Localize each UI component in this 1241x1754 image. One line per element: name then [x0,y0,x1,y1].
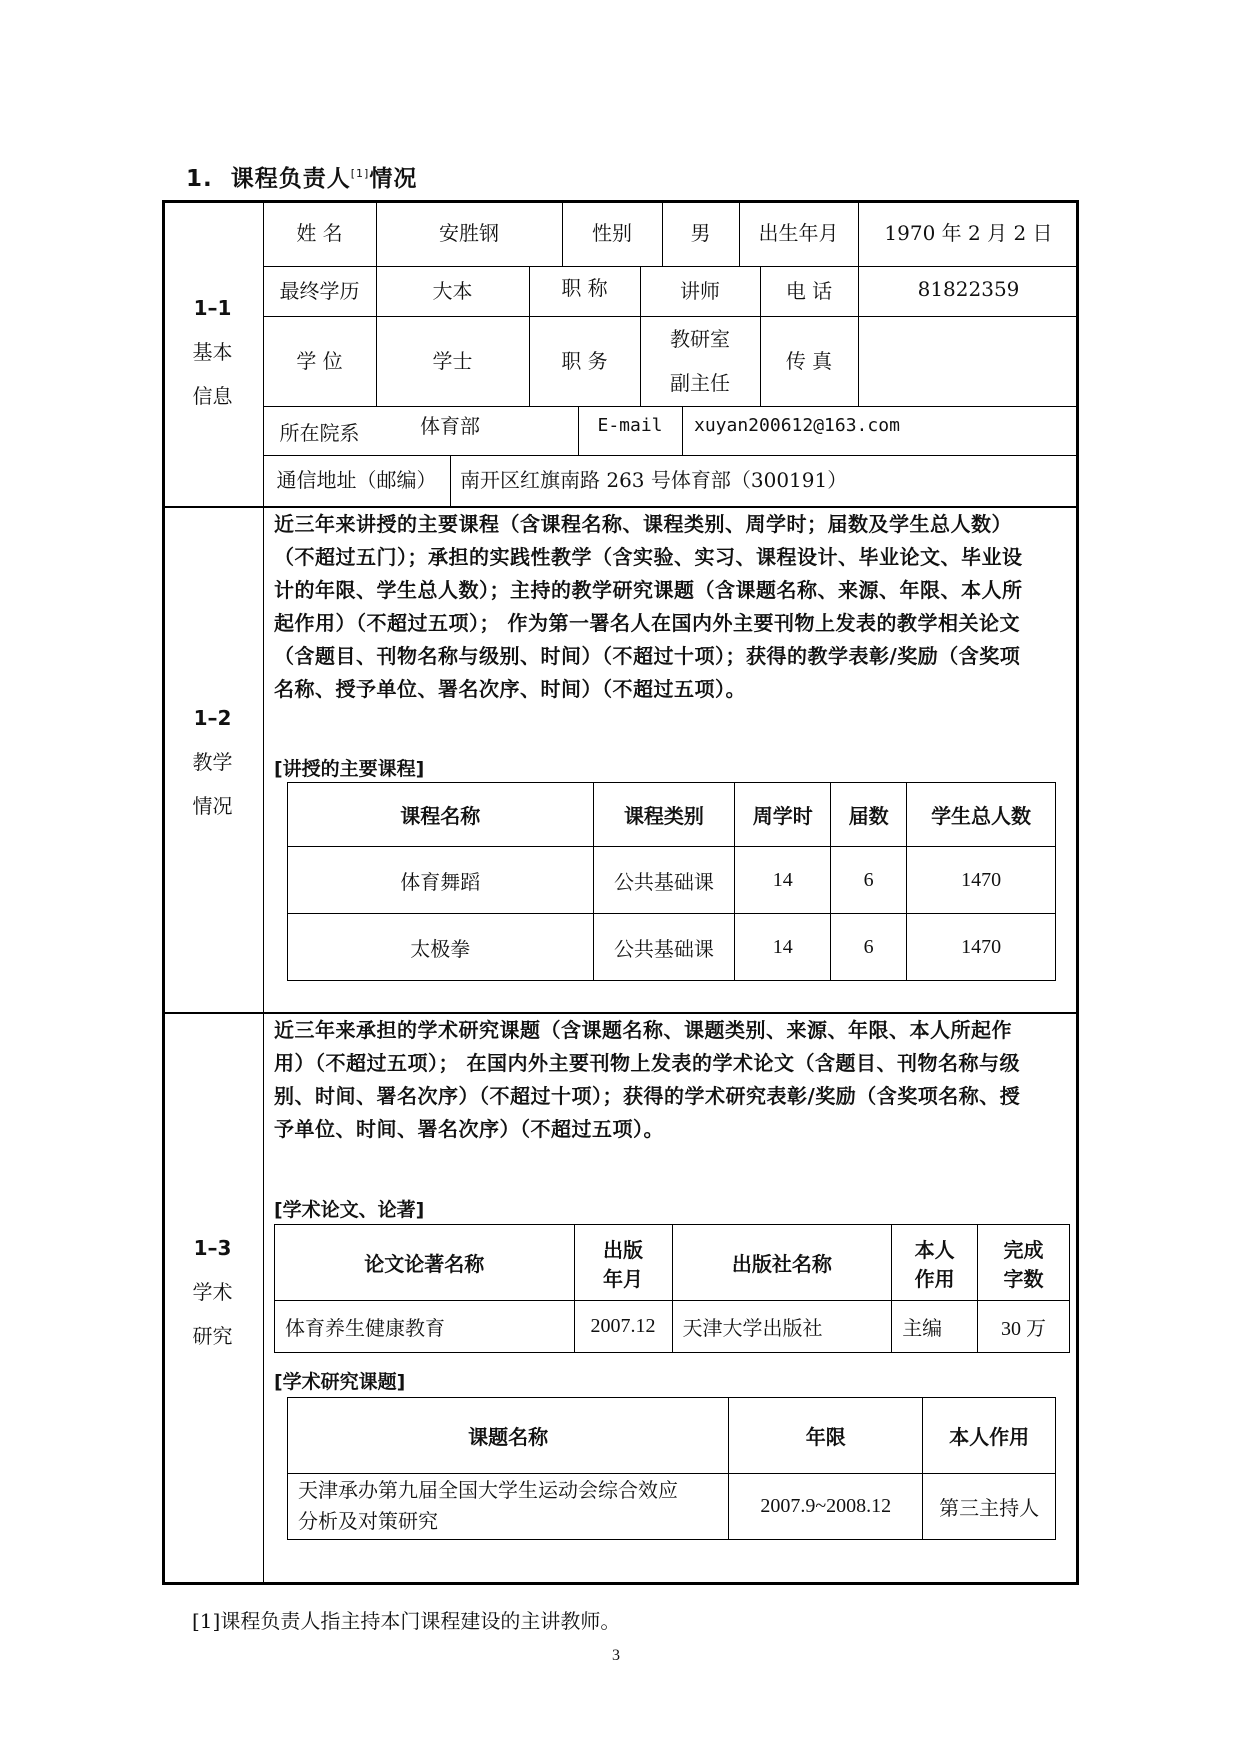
degree-label: 学 位 [296,348,343,373]
column-header: 本人作用 [923,1398,1056,1474]
word-count: 30 万 [978,1301,1070,1353]
education-label: 最终学历 [279,278,360,303]
table-row [288,847,1056,914]
header-line: 字数 [1003,1266,1044,1291]
birth-value: 1970 年 2 月 2 日 [884,220,1053,245]
section-title-text: 课程负责人 [230,166,351,192]
teaching-intro [274,508,1074,706]
side-label-basic [162,286,263,418]
gender-value: 男 [690,220,711,245]
post-value [640,316,760,406]
column-header [892,1225,978,1301]
column-header: 届数 [831,783,907,847]
paper-title: 体育养生健康教育 [275,1301,575,1353]
post-value-line: 教研室 [670,327,730,351]
intro-line: 计的年限、学生总人数）；主持的教学研究课题（含课题名称、来源、年限、本人所 [274,578,1023,602]
header-line: 作用 [914,1266,955,1291]
section-title-text-end: 情况 [369,166,418,192]
email-label: E-mail [597,414,663,436]
section-title [186,160,417,193]
title-label: 职 称 [561,275,608,300]
total-students: 1470 [907,847,1056,914]
footnote: [1]课程负责人指主持本门课程建设的主讲教师。 [192,1609,621,1633]
address-label: 通信地址（邮编） [276,468,437,492]
page-number: 3 [612,1647,620,1664]
publisher: 天津大学出版社 [672,1301,892,1353]
projects-heading: [学术研究课题] [274,1371,406,1393]
column-header: 课题名称 [288,1398,729,1474]
fax-value [858,316,1079,406]
column-header: 出版社名称 [672,1225,892,1301]
side-label-line: 基本 [192,340,233,364]
projects-table [287,1397,1056,1540]
papers-heading: [学术论文、论著] [274,1199,425,1221]
column-header: 周学时 [735,783,831,847]
weekly-hours: 14 [735,914,831,981]
intro-line: 近三年来承担的学术研究课题（含课题名称、课题类别、来源、年限、本人所起作 [274,1018,1012,1042]
courses-heading: [讲授的主要课程] [274,758,425,780]
side-label-number: 1–2 [193,706,232,730]
publish-date: 2007.12 [574,1301,672,1353]
education-value: 大本 [432,278,473,303]
course-type: 公共基础课 [593,847,735,914]
sessions: 6 [831,847,907,914]
address-value: 南开区红旗南路 263 号体育部（300191） [460,468,848,492]
intro-line: 用）（不超过五项）； 在国内外主要刊物上发表的学术论文（含题目、刊物名称与级 [274,1051,1020,1075]
name-value: 安胜钢 [439,220,499,245]
intro-line: 别、时间、署名次序）（不超过十项）；获得的学术研究表彰/奖励（含奖项名称、授 [274,1084,1021,1108]
side-label-research [162,1226,263,1358]
side-label-line: 教学 [192,750,233,774]
title-value: 讲师 [680,278,720,303]
column-header: 学生总人数 [907,783,1056,847]
project-name-line: 天津承办第九届全国大学生运动会综合效应 [298,1479,678,1502]
total-students: 1470 [907,914,1056,981]
side-label-number: 1–1 [193,296,232,320]
side-label-number: 1–3 [193,1236,232,1260]
intro-line: （含题目、刊物名称与级别、时间）（不超过十项）；获得的教学表彰/奖励（含奖项 [274,644,1021,668]
research-intro [274,1014,1074,1146]
department-value: 体育部 [420,413,480,438]
project-role: 第三主持人 [923,1474,1056,1540]
intro-line: 起作用）（不超过五项）； 作为第一署名人在国内外主要刊物上发表的教学相关论文 [274,611,1020,635]
header-line: 完成 [1003,1237,1044,1262]
side-label-line: 研究 [192,1324,233,1348]
footnote-marker: [1] [350,167,370,180]
gender-label: 性别 [592,220,632,245]
email-value: xuyan200612@163.com [694,414,900,436]
course-type: 公共基础课 [593,914,735,981]
side-label-line: 学术 [192,1280,233,1304]
project-name [288,1474,729,1540]
side-label-line: 情况 [192,794,233,818]
department-label: 所在院系 [279,421,360,445]
project-name-line: 分析及对策研究 [298,1510,438,1533]
column-header: 论文论著名称 [275,1225,575,1301]
header-line: 年月 [603,1266,644,1291]
post-label: 职 务 [561,348,608,373]
project-period: 2007.9~2008.12 [729,1474,923,1540]
courses-table [287,782,1056,981]
intro-line: （不超过五门）；承担的实践性教学（含实验、实习、课程设计、毕业论文、毕业设 [274,545,1023,569]
name-label: 姓 名 [296,220,343,245]
table-row [275,1301,1070,1353]
column-header [574,1225,672,1301]
author-role: 主编 [892,1301,978,1353]
side-label-teaching [162,696,263,828]
section-number: 1. [186,166,213,192]
column-header: 课程类别 [593,783,735,847]
course-name: 太极拳 [288,914,594,981]
side-label-line: 信息 [192,384,233,408]
header-line: 本人 [914,1237,955,1262]
table-header-row [275,1225,1070,1301]
table-header-row [288,783,1056,847]
birth-label: 出生年月 [758,220,839,245]
table-header-row [288,1398,1056,1474]
phone-label: 电 话 [785,278,833,303]
intro-line: 予单位、时间、署名次序）（不超过五项）。 [274,1117,664,1141]
papers-table [274,1224,1070,1353]
column-header: 年限 [729,1398,923,1474]
post-value-line: 副主任 [670,371,730,395]
weekly-hours: 14 [735,847,831,914]
phone-value: 81822359 [917,276,1020,301]
column-header: 课程名称 [288,783,594,847]
intro-line: 名称、授予单位、署名次序、时间）（不超过五项）。 [274,677,746,701]
fax-label: 传 真 [785,348,833,373]
course-name: 体育舞蹈 [288,847,594,914]
table-row [288,914,1056,981]
sessions: 6 [831,914,907,981]
degree-value: 学士 [432,348,473,373]
intro-line: 近三年来讲授的主要课程（含课程名称、课程类别、周学时；届数及学生总人数） [274,512,1012,536]
header-line: 出版 [603,1237,644,1262]
column-header [978,1225,1070,1301]
table-row [288,1474,1056,1540]
